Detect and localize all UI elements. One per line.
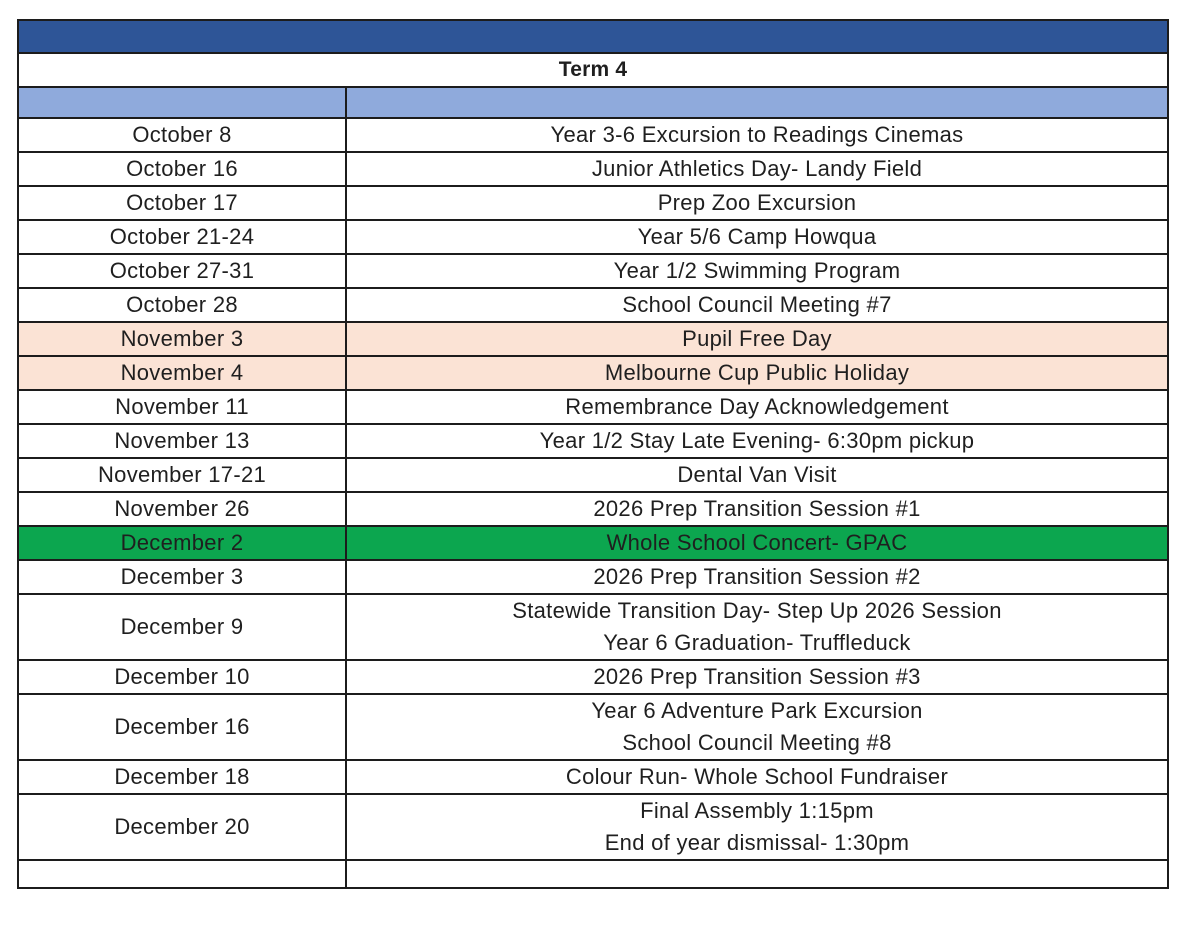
event-cell bbox=[346, 118, 1168, 152]
event-line: 2026 Prep Transition Session #2 bbox=[593, 564, 921, 589]
date-cell: December 9 bbox=[18, 594, 346, 660]
header-bar-row bbox=[18, 20, 1168, 53]
term4-schedule-table bbox=[17, 19, 1169, 889]
event-line: Junior Athletics Day- Landy Field bbox=[591, 156, 923, 181]
event-cell bbox=[346, 424, 1168, 458]
date-cell: October 27-31 bbox=[18, 254, 346, 288]
event-cell bbox=[346, 560, 1168, 594]
event-line: Final Assembly 1:15pm bbox=[640, 798, 874, 823]
date-cell: December 18 bbox=[18, 760, 346, 794]
event-line: Year 6 Graduation- Truffleduck bbox=[603, 630, 911, 655]
event-line: School Council Meeting #8 bbox=[622, 730, 892, 755]
subheader-date-cell bbox=[18, 87, 346, 118]
date-cell: October 17 bbox=[18, 186, 346, 220]
schedule-row bbox=[18, 760, 1168, 794]
event-line: Colour Run- Whole School Fundraiser bbox=[565, 764, 949, 789]
event-line: Year 3-6 Excursion to Readings Cinemas bbox=[550, 122, 964, 147]
schedule-row bbox=[18, 356, 1168, 390]
event-line: Statewide Transition Day- Step Up 2026 Session bbox=[512, 598, 1002, 623]
event-cell bbox=[346, 492, 1168, 526]
term-title-row bbox=[18, 53, 1168, 87]
event-cell bbox=[346, 288, 1168, 322]
event-line: Whole School Concert- GPAC bbox=[606, 530, 908, 555]
event-cell bbox=[346, 794, 1168, 860]
date-cell: November 26 bbox=[18, 492, 346, 526]
date-cell: November 13 bbox=[18, 424, 346, 458]
date-cell: October 28 bbox=[18, 288, 346, 322]
date-cell: November 17-21 bbox=[18, 458, 346, 492]
schedule-row bbox=[18, 322, 1168, 356]
schedule-row bbox=[18, 186, 1168, 220]
event-line: Year 6 Adventure Park Excursion bbox=[591, 698, 923, 723]
schedule-row bbox=[18, 424, 1168, 458]
event-line: 2026 Prep Transition Session #3 bbox=[593, 664, 921, 689]
event-line: Year 1/2 Swimming Program bbox=[613, 258, 901, 283]
schedule-row bbox=[18, 694, 1168, 760]
event-cell bbox=[346, 390, 1168, 424]
schedule-row bbox=[18, 288, 1168, 322]
schedule-row bbox=[18, 794, 1168, 860]
event-cell bbox=[346, 152, 1168, 186]
header-bar bbox=[18, 20, 1168, 53]
date-cell: December 16 bbox=[18, 694, 346, 760]
event-cell bbox=[346, 860, 1168, 888]
event-cell bbox=[346, 254, 1168, 288]
event-line: Year 5/6 Camp Howqua bbox=[637, 224, 877, 249]
event-cell bbox=[346, 220, 1168, 254]
subheader-bar-row bbox=[18, 87, 1168, 118]
date-cell: December 2 bbox=[18, 526, 346, 560]
event-cell bbox=[346, 526, 1168, 560]
schedule-row bbox=[18, 594, 1168, 660]
schedule-row bbox=[18, 526, 1168, 560]
schedule-row bbox=[18, 152, 1168, 186]
schedule-row bbox=[18, 492, 1168, 526]
schedule-body bbox=[18, 20, 1168, 888]
date-cell: November 11 bbox=[18, 390, 346, 424]
schedule-row bbox=[18, 220, 1168, 254]
event-line: School Council Meeting #7 bbox=[622, 292, 892, 317]
event-line: End of year dismissal- 1:30pm bbox=[604, 830, 910, 855]
schedule-row bbox=[18, 254, 1168, 288]
event-cell bbox=[346, 186, 1168, 220]
date-cell: November 3 bbox=[18, 322, 346, 356]
date-cell: December 10 bbox=[18, 660, 346, 694]
date-cell: December 3 bbox=[18, 560, 346, 594]
term-title: Term 4 bbox=[18, 53, 1168, 87]
event-line: Melbourne Cup Public Holiday bbox=[604, 360, 910, 385]
event-cell bbox=[346, 594, 1168, 660]
event-line: Dental Van Visit bbox=[677, 462, 837, 487]
event-line: Year 1/2 Stay Late Evening- 6:30pm pickup bbox=[539, 428, 975, 453]
event-line: Pupil Free Day bbox=[682, 326, 832, 351]
event-cell bbox=[346, 694, 1168, 760]
schedule-row bbox=[18, 860, 1168, 888]
schedule-row bbox=[18, 390, 1168, 424]
date-cell: October 16 bbox=[18, 152, 346, 186]
event-cell bbox=[346, 322, 1168, 356]
date-cell: November 4 bbox=[18, 356, 346, 390]
event-line: Remembrance Day Acknowledgement bbox=[565, 394, 949, 419]
schedule-row bbox=[18, 660, 1168, 694]
schedule-row bbox=[18, 118, 1168, 152]
date-cell: October 8 bbox=[18, 118, 346, 152]
schedule-row bbox=[18, 560, 1168, 594]
event-line: Prep Zoo Excursion bbox=[657, 190, 857, 215]
event-cell bbox=[346, 356, 1168, 390]
date-cell: October 21-24 bbox=[18, 220, 346, 254]
event-cell bbox=[346, 458, 1168, 492]
event-cell bbox=[346, 660, 1168, 694]
date-cell: December 20 bbox=[18, 794, 346, 860]
event-line: 2026 Prep Transition Session #1 bbox=[593, 496, 921, 521]
date-cell bbox=[18, 860, 346, 888]
event-cell bbox=[346, 760, 1168, 794]
subheader-event-cell bbox=[346, 87, 1168, 118]
schedule-row bbox=[18, 458, 1168, 492]
